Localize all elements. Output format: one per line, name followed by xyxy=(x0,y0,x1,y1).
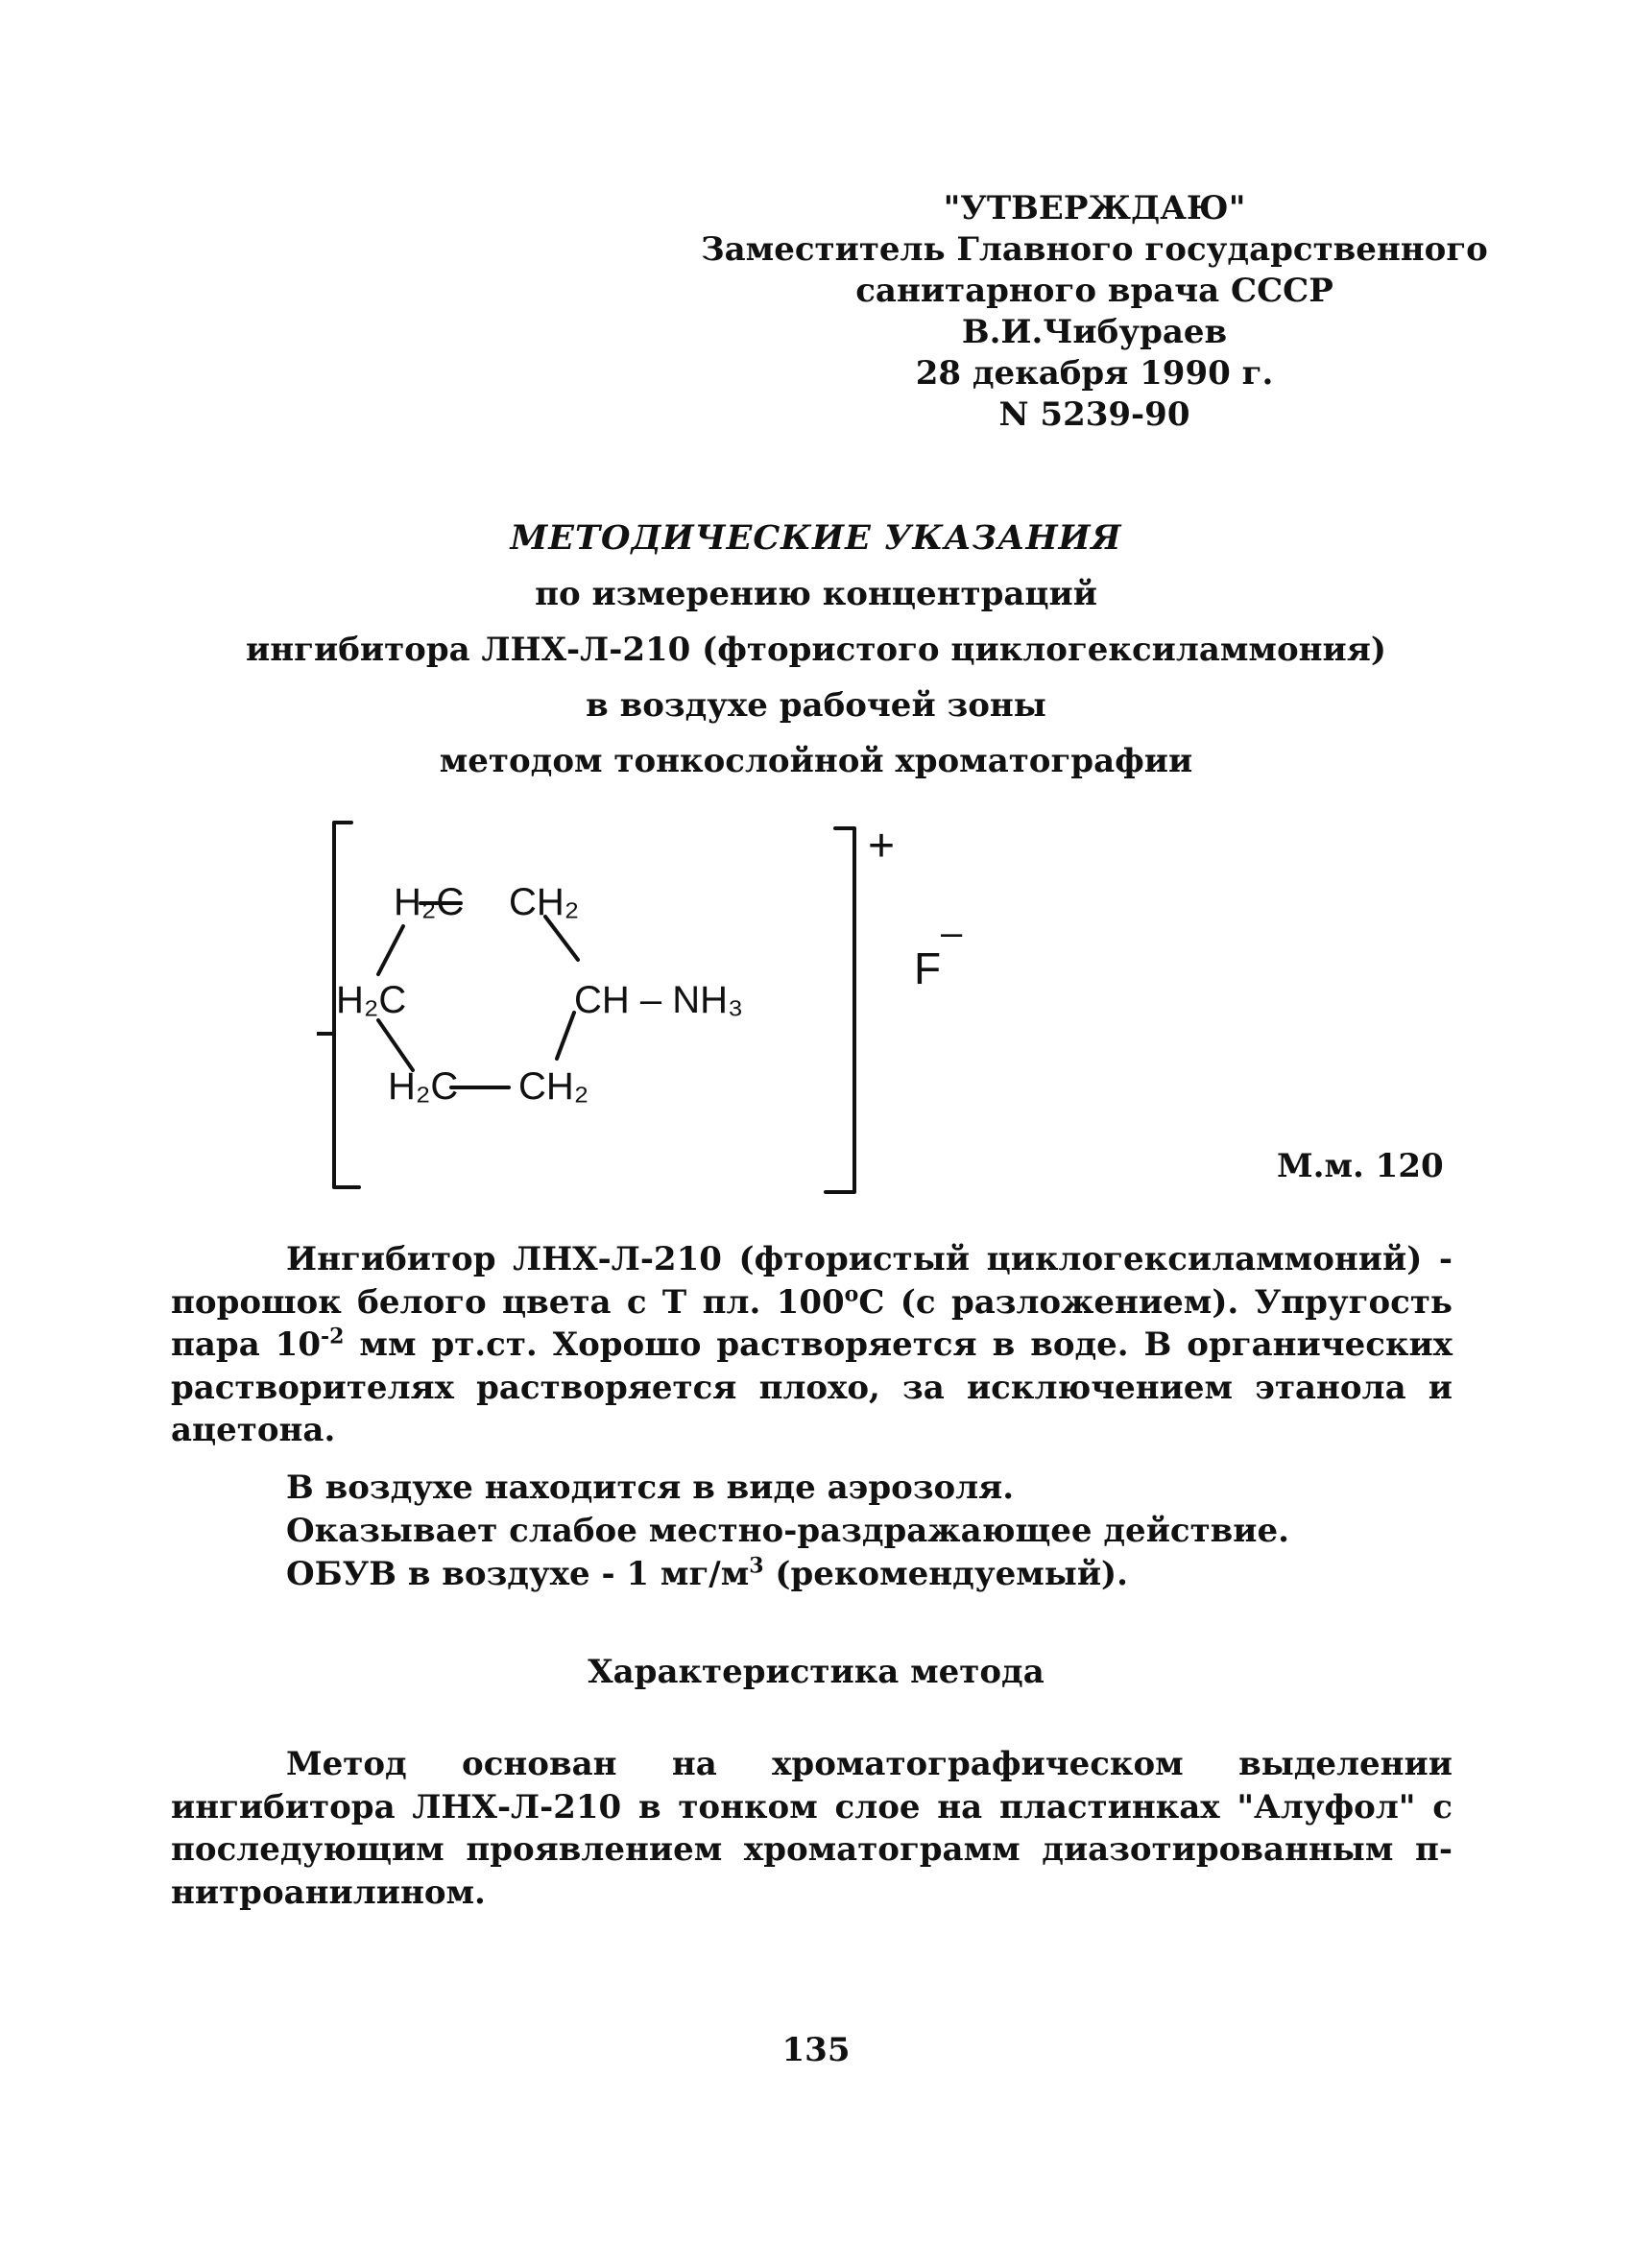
approval-name: В.И.Чибураев xyxy=(961,313,1228,351)
description-text-c: мм рт.ст. Хорошо растворяется в воде. В органических растворителях растворяется плохо, за исключением этанола и ацетона. xyxy=(171,1325,1453,1449)
structural-formula xyxy=(317,811,970,1200)
page-number: 135 xyxy=(781,2031,851,2069)
description-line3: Оказывает слабое местно-раздражающее действие. xyxy=(286,1512,1289,1550)
description-line4 xyxy=(286,1555,1128,1593)
approval-number: N 5239-90 xyxy=(998,395,1190,434)
formula-top-right: CH₂ xyxy=(509,881,580,923)
formula-charge: + xyxy=(868,821,896,871)
title-line2: по измерению концентраций xyxy=(535,575,1097,613)
formula-bottom-right: CH₂ xyxy=(518,1065,589,1108)
exponent-sup: -2 xyxy=(321,1324,345,1349)
method-paragraph xyxy=(171,1743,1453,1914)
section-title: Характеристика метода xyxy=(588,1653,1045,1691)
approval-heading: "УТВЕРЖДАЮ" xyxy=(943,189,1246,227)
formula-top-left: H₂C xyxy=(394,881,465,923)
title-line4: в воздухе рабочей зоны xyxy=(586,686,1046,725)
degree-sup: o xyxy=(844,1281,859,1307)
description-line2: В воздухе находится в виде аэрозоля. xyxy=(286,1468,1015,1507)
bond-lower-right xyxy=(557,1013,574,1059)
obuv-text-a: ОБУВ в воздухе - 1 мг/м xyxy=(286,1555,750,1593)
formula-mid-left: H₂C xyxy=(336,979,407,1021)
right-bracket xyxy=(826,828,854,1192)
formula-mid-right: CH – NH₃ xyxy=(574,979,744,1021)
formula-anion-charge: – xyxy=(941,912,963,954)
description-paragraph xyxy=(171,1238,1453,1452)
approval-position-line1: Заместитель Главного государственного xyxy=(701,230,1488,269)
description-text-a: Ингибитор ЛНХ-Л-210 (фтористый циклогексиламмоний) - порошок белого цвета с Т пл. 100 xyxy=(171,1240,1453,1322)
formula-bottom-left: H₂C xyxy=(388,1065,459,1108)
bond-lower-left xyxy=(378,1020,413,1070)
approval-position-line2: санитарного врача СССР xyxy=(855,272,1333,310)
approval-date: 28 декабря 1990 г. xyxy=(915,354,1274,393)
title-main: МЕТОДИЧЕСКИЕ УКАЗАНИЯ xyxy=(510,518,1122,558)
title-line5: методом тонкослойной хроматографии xyxy=(439,742,1193,780)
description-text-b: С (с разложением). Упругость пара 10 xyxy=(171,1282,1453,1364)
title-line3: ингибитора ЛНХ-Л-210 (фтористого циклогексиламмония) xyxy=(246,631,1386,669)
approval-block xyxy=(672,188,1517,436)
document-title xyxy=(192,511,1440,789)
method-text: Метод основан на хроматографическом выделении ингибитора ЛНХ-Л-210 в тонком слое на пластинках "Алуфол" с последующим проявлением хроматограмм диазотированным п-нитроанилином. xyxy=(171,1745,1453,1912)
bond-upper-left xyxy=(378,926,403,974)
obuv-text-b: (рекомендуемый). xyxy=(763,1555,1128,1593)
cubic-sup: 3 xyxy=(749,1553,764,1579)
formula-anion: F xyxy=(914,943,942,993)
molar-mass: М.м. 120 xyxy=(1277,1147,1444,1185)
